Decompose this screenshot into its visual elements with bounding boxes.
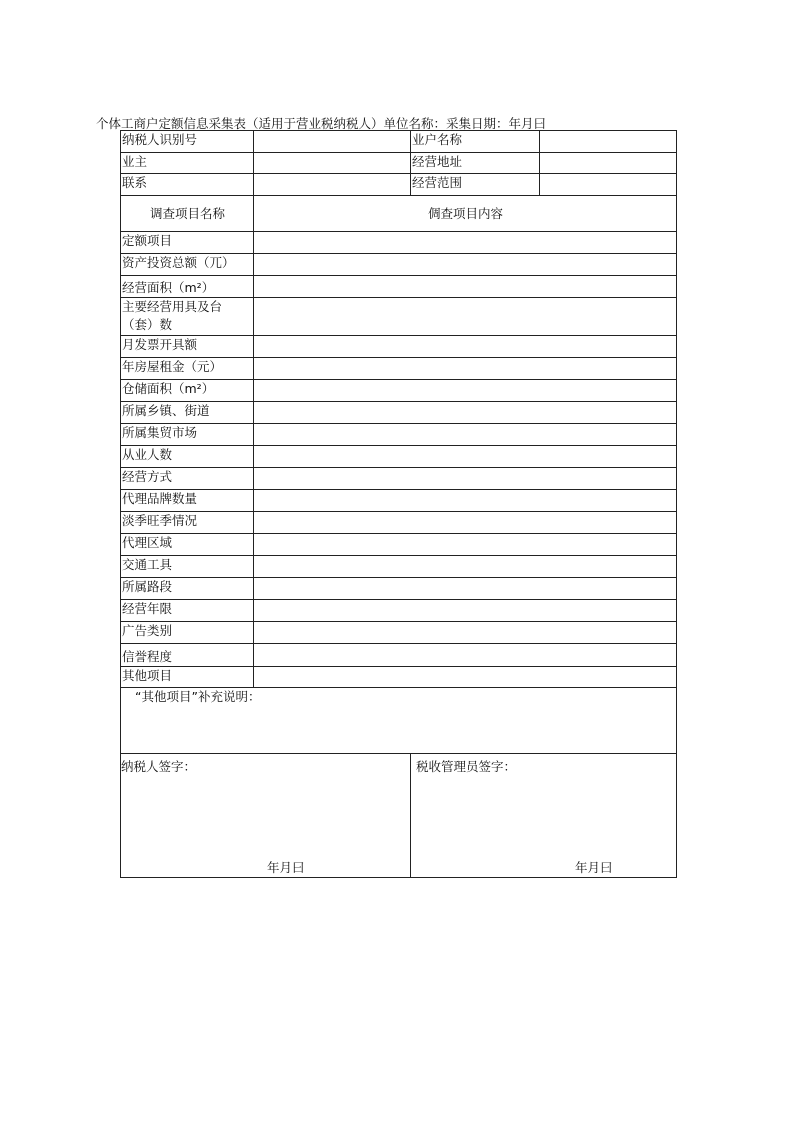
item-label: 年房屋租金（元） (121, 358, 254, 380)
item-content-field[interactable] (254, 622, 677, 644)
info-collection-table (120, 130, 677, 878)
table-row (121, 578, 677, 600)
table-row (121, 600, 677, 622)
item-label: 所属集贸市场 (121, 424, 254, 446)
business-address-label: 经营地址 (411, 153, 540, 174)
item-label: 所属乡镇、街道 (121, 402, 254, 424)
item-content-header: 倜查项目内容 (254, 196, 677, 232)
table-row (121, 232, 677, 254)
item-label: 经营方式 (121, 468, 254, 490)
header-row (121, 153, 677, 174)
item-content-field[interactable] (254, 402, 677, 424)
item-content-field[interactable] (254, 446, 677, 468)
table-row (121, 490, 677, 512)
item-content-field[interactable] (254, 276, 677, 298)
item-content-field[interactable] (254, 358, 677, 380)
table-row (121, 667, 677, 688)
table-row (121, 380, 677, 402)
form-title: 个体工商户定额信息采集表（适用于营业税纳税人）单位名称：采集日期：年月曰 (96, 116, 547, 131)
table-row (121, 622, 677, 644)
item-content-field[interactable] (254, 512, 677, 534)
item-content-field[interactable] (254, 254, 677, 276)
officer-signature-label: 税收管理员签字： (416, 759, 517, 774)
table-row (121, 556, 677, 578)
item-content-field[interactable] (254, 424, 677, 446)
table-row (121, 254, 677, 276)
item-content-field[interactable] (254, 600, 677, 622)
item-content-field[interactable] (254, 578, 677, 600)
taxpayer-id-field[interactable] (254, 131, 411, 153)
table-row (121, 468, 677, 490)
item-label: 仓储面积（m²） (121, 380, 254, 402)
header-row (121, 174, 677, 196)
contact-field[interactable] (254, 174, 411, 196)
table-row (121, 534, 677, 556)
table-row (121, 298, 677, 336)
item-label: 资产投资总额（兀） (121, 254, 254, 276)
owner-label: 业主 (121, 153, 254, 174)
officer-signature-date: 年月曰 (575, 860, 613, 875)
table-row (121, 358, 677, 380)
item-label: 淡季旺季情况 (121, 512, 254, 534)
taxpayer-signature-date: 年月曰 (267, 860, 305, 875)
table-row (121, 512, 677, 534)
table-row (121, 276, 677, 298)
business-address-field[interactable] (540, 153, 677, 174)
header-row (121, 131, 677, 153)
table-row (121, 424, 677, 446)
item-content-field[interactable] (254, 380, 677, 402)
item-label: 信誉程度 (121, 644, 254, 667)
table-row (121, 336, 677, 358)
item-label: 交通工具 (121, 556, 254, 578)
item-content-field[interactable] (254, 298, 677, 336)
item-content-field[interactable] (254, 644, 677, 667)
table-row (121, 446, 677, 468)
owner-field[interactable] (254, 153, 411, 174)
item-content-field[interactable] (254, 490, 677, 512)
business-scope-label: 经营范围 (411, 174, 540, 196)
supplement-area[interactable] (121, 688, 677, 754)
taxpayer-signature-label: 纳税人签字： (121, 759, 197, 774)
business-name-label: 业户名称 (411, 131, 540, 153)
item-content-field[interactable] (254, 468, 677, 490)
item-label: 经营面积（m²） (121, 276, 254, 298)
item-label: 主要经营用具及台（套）数 (121, 298, 254, 336)
business-name-field[interactable] (540, 131, 677, 153)
supplement-row (121, 688, 677, 754)
signature-row (121, 754, 677, 878)
item-label: 从业人数 (121, 446, 254, 468)
officer-signature-box[interactable] (411, 754, 677, 878)
item-label: 广告类别 (121, 622, 254, 644)
item-label: 月发票开具额 (121, 336, 254, 358)
item-label: 代理区域 (121, 534, 254, 556)
item-content-field[interactable] (254, 336, 677, 358)
taxpayer-signature-box[interactable] (121, 754, 411, 878)
column-header-row (121, 196, 677, 232)
item-name-header: 调查项目名称 (121, 196, 254, 232)
contact-label: 联系 (121, 174, 254, 196)
item-content-field[interactable] (254, 556, 677, 578)
supplement-label: “其他项目”补充说明： (135, 689, 261, 704)
item-label: 代理品牌数量 (121, 490, 254, 512)
taxpayer-id-label: 纳税人识别号 (121, 131, 254, 153)
item-content-field[interactable] (254, 534, 677, 556)
item-label: 定额项目 (121, 232, 254, 254)
item-content-field[interactable] (254, 667, 677, 688)
business-scope-field[interactable] (540, 174, 677, 196)
table-row (121, 644, 677, 667)
table-row (121, 402, 677, 424)
item-label: 经营年限 (121, 600, 254, 622)
item-label: 其他项目 (121, 667, 254, 688)
item-label: 所属路段 (121, 578, 254, 600)
item-content-field[interactable] (254, 232, 677, 254)
